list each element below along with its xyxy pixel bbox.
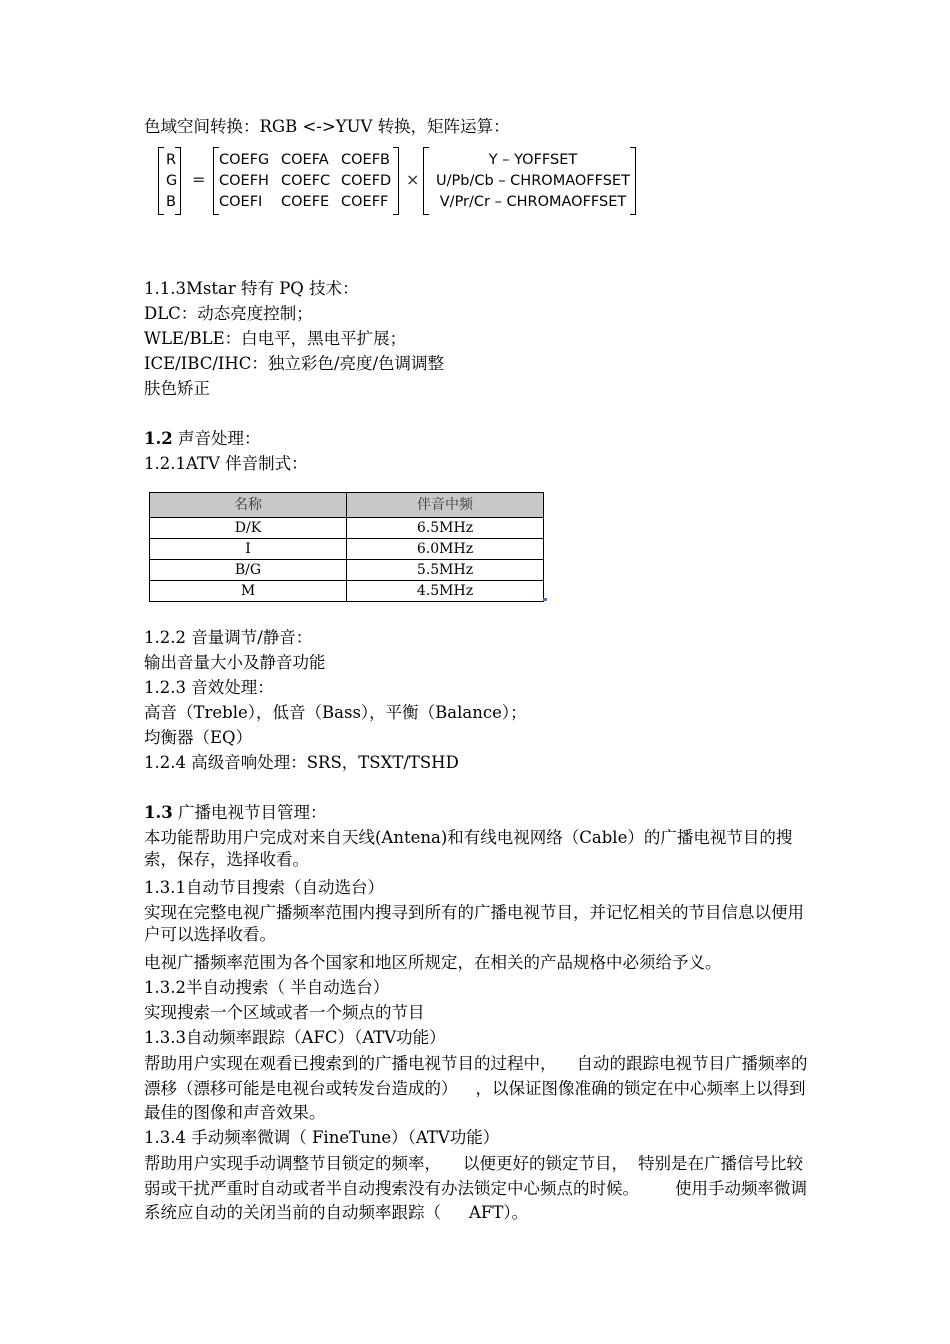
table-cell: M — [150, 581, 347, 602]
coef-cell: COEFC — [281, 173, 331, 189]
table-cell: 5.5MHz — [347, 560, 544, 581]
lhs-bracket-right — [175, 147, 181, 215]
coef-cell: COEFF — [341, 194, 389, 210]
advanced-audio-heading: 1.2.4 高级音响处理：SRS，TSXT/TSHD — [144, 753, 459, 772]
coef-cell: COEFB — [341, 152, 390, 168]
coef-cell: COEFI — [219, 194, 263, 210]
sound-standard-table — [149, 492, 544, 602]
program-management-paragraph: 本功能帮助用户完成对来自天线(Antena)和有线电视网络（Cable）的广播电视节目的搜索，保存，选择收看。 — [144, 828, 793, 869]
coef-col-1 — [219, 150, 269, 213]
finetune-heading: 1.3.4 手动频率微调（ FineTune）（ATV功能） — [144, 1128, 500, 1147]
finetune-paragraph — [144, 1152, 809, 1226]
coef-cell: COEFD — [341, 173, 392, 189]
afc-paragraph — [144, 1052, 809, 1126]
pq-dlc: DLC：动态亮度控制； — [144, 304, 313, 323]
auto-search-heading: 1.3.1自动节目搜索（自动选台） — [144, 878, 384, 897]
section-number: 1.2 — [144, 429, 173, 448]
table-cell: 6.5MHz — [347, 518, 544, 539]
afc-text-part: 自动的跟踪电视节目广播频率的漂移（漂移可能是电视台或转发台造成的） — [144, 1054, 808, 1098]
atv-sound-heading: 1.2.1ATV 伴音制式： — [144, 454, 308, 473]
section-title: 广播电视节目管理： — [172, 803, 327, 822]
coef-bracket-right — [393, 147, 399, 215]
rhs-vector — [428, 150, 638, 213]
finetune-text-part: 特别是在广播信号比较弱或干扰严重时自动或者半自动搜索没有办法锁定中心频点的时候。 — [144, 1154, 803, 1198]
coef-cell: COEFG — [219, 152, 270, 168]
volume-heading: 1.2.2 音量调节/静音： — [144, 628, 313, 647]
pq-heading: 1.1.3Mstar 特有 PQ 技术： — [144, 279, 359, 298]
finetune-text-part: AFT）。 — [469, 1203, 529, 1222]
table-header-row — [150, 493, 544, 518]
equalizer-text: 均衡器（EQ） — [144, 728, 253, 747]
section-number: 1.3 — [144, 803, 173, 822]
afc-text-part: 帮助用户实现在观看已搜索到的广播电视节目的过程中， — [144, 1054, 557, 1073]
section-1-2-heading — [144, 428, 260, 450]
table-row — [150, 518, 544, 539]
times-sign: × — [406, 170, 420, 189]
table-cell: I — [150, 539, 347, 560]
table-row — [150, 581, 544, 602]
section-title: 声音处理： — [172, 429, 261, 448]
coef-col-2 — [281, 150, 330, 213]
pq-ice-ibc-ihc: ICE/IBC/IHC：独立彩色/亮度/色调调整 — [144, 354, 445, 373]
rhs-cell: V/Pr/Cr – CHROMAOFFSET — [439, 194, 627, 210]
auto-search-paragraph: 实现在完整电视广播频率范围内搜寻到所有的广播电视节目，并记忆相关的节目信息以便用户可以选择收看。 — [144, 903, 804, 944]
rhs-bracket-right — [630, 147, 636, 215]
table-cell: B/G — [150, 560, 347, 581]
coef-cell: COEFA — [281, 152, 329, 168]
volume-text: 输出音量大小及静音功能 — [144, 653, 326, 672]
coef-cell: COEFE — [281, 194, 330, 210]
equals-sign: = — [192, 170, 206, 189]
lhs-bracket-left — [158, 147, 164, 215]
frequency-range-paragraph: 电视广播频率范围为各个国家和地区所规定，在相关的产品规格中必须给予义。 — [144, 953, 722, 972]
sound-effect-text: 高音（Treble），低音（Bass），平衡（Balance）； — [144, 703, 527, 722]
rhs-cell: U/Pb/Cb – CHROMAOFFSET — [436, 173, 630, 189]
finetune-text-part: 以便更好的锁定节目， — [463, 1154, 628, 1173]
table-corner-marker — [543, 598, 547, 601]
sound-effect-heading: 1.2.3 音效处理： — [144, 678, 274, 697]
lhs-r: R — [166, 152, 177, 168]
afc-heading: 1.3.3自动频率跟踪（AFC）（ATV功能） — [144, 1028, 446, 1047]
table-row — [150, 539, 544, 560]
coef-cell: COEFH — [219, 173, 269, 189]
pq-skin-tone: 肤色矫正 — [144, 379, 210, 398]
lhs-b: B — [166, 194, 176, 210]
pq-wle-ble: WLE/BLE：白电平，黑电平扩展； — [144, 329, 407, 348]
header-name: 名称 — [150, 493, 347, 518]
lhs-g: G — [166, 173, 178, 189]
table-row — [150, 560, 544, 581]
table-cell: 6.0MHz — [347, 539, 544, 560]
afc-text-part: ，以保证图像准确的锁定在中心频率上以得到最佳的图像和声音效果。 — [144, 1078, 806, 1122]
table-cell: 4.5MHz — [347, 581, 544, 602]
semi-auto-search-text: 实现搜索一个区域或者一个频点的节目 — [144, 1003, 425, 1022]
header-frequency: 伴音中频 — [347, 493, 544, 518]
coef-col-3 — [341, 150, 391, 213]
finetune-text-part: 帮助用户实现手动调整节目锁定的频率， — [144, 1154, 441, 1173]
finetune-text-part: 使用手动频率微调系统应自动的关闭当前的自动频率跟踪（ — [144, 1178, 807, 1222]
semi-auto-search-heading: 1.3.2半自动搜索（ 半自动选台） — [144, 978, 390, 997]
section-1-3-heading — [144, 802, 326, 824]
rhs-cell: Y – YOFFSET — [488, 152, 578, 168]
matrix-intro: 色域空间转换：RGB <->YUV 转换，矩阵运算： — [144, 117, 510, 136]
table-cell: D/K — [150, 518, 347, 539]
